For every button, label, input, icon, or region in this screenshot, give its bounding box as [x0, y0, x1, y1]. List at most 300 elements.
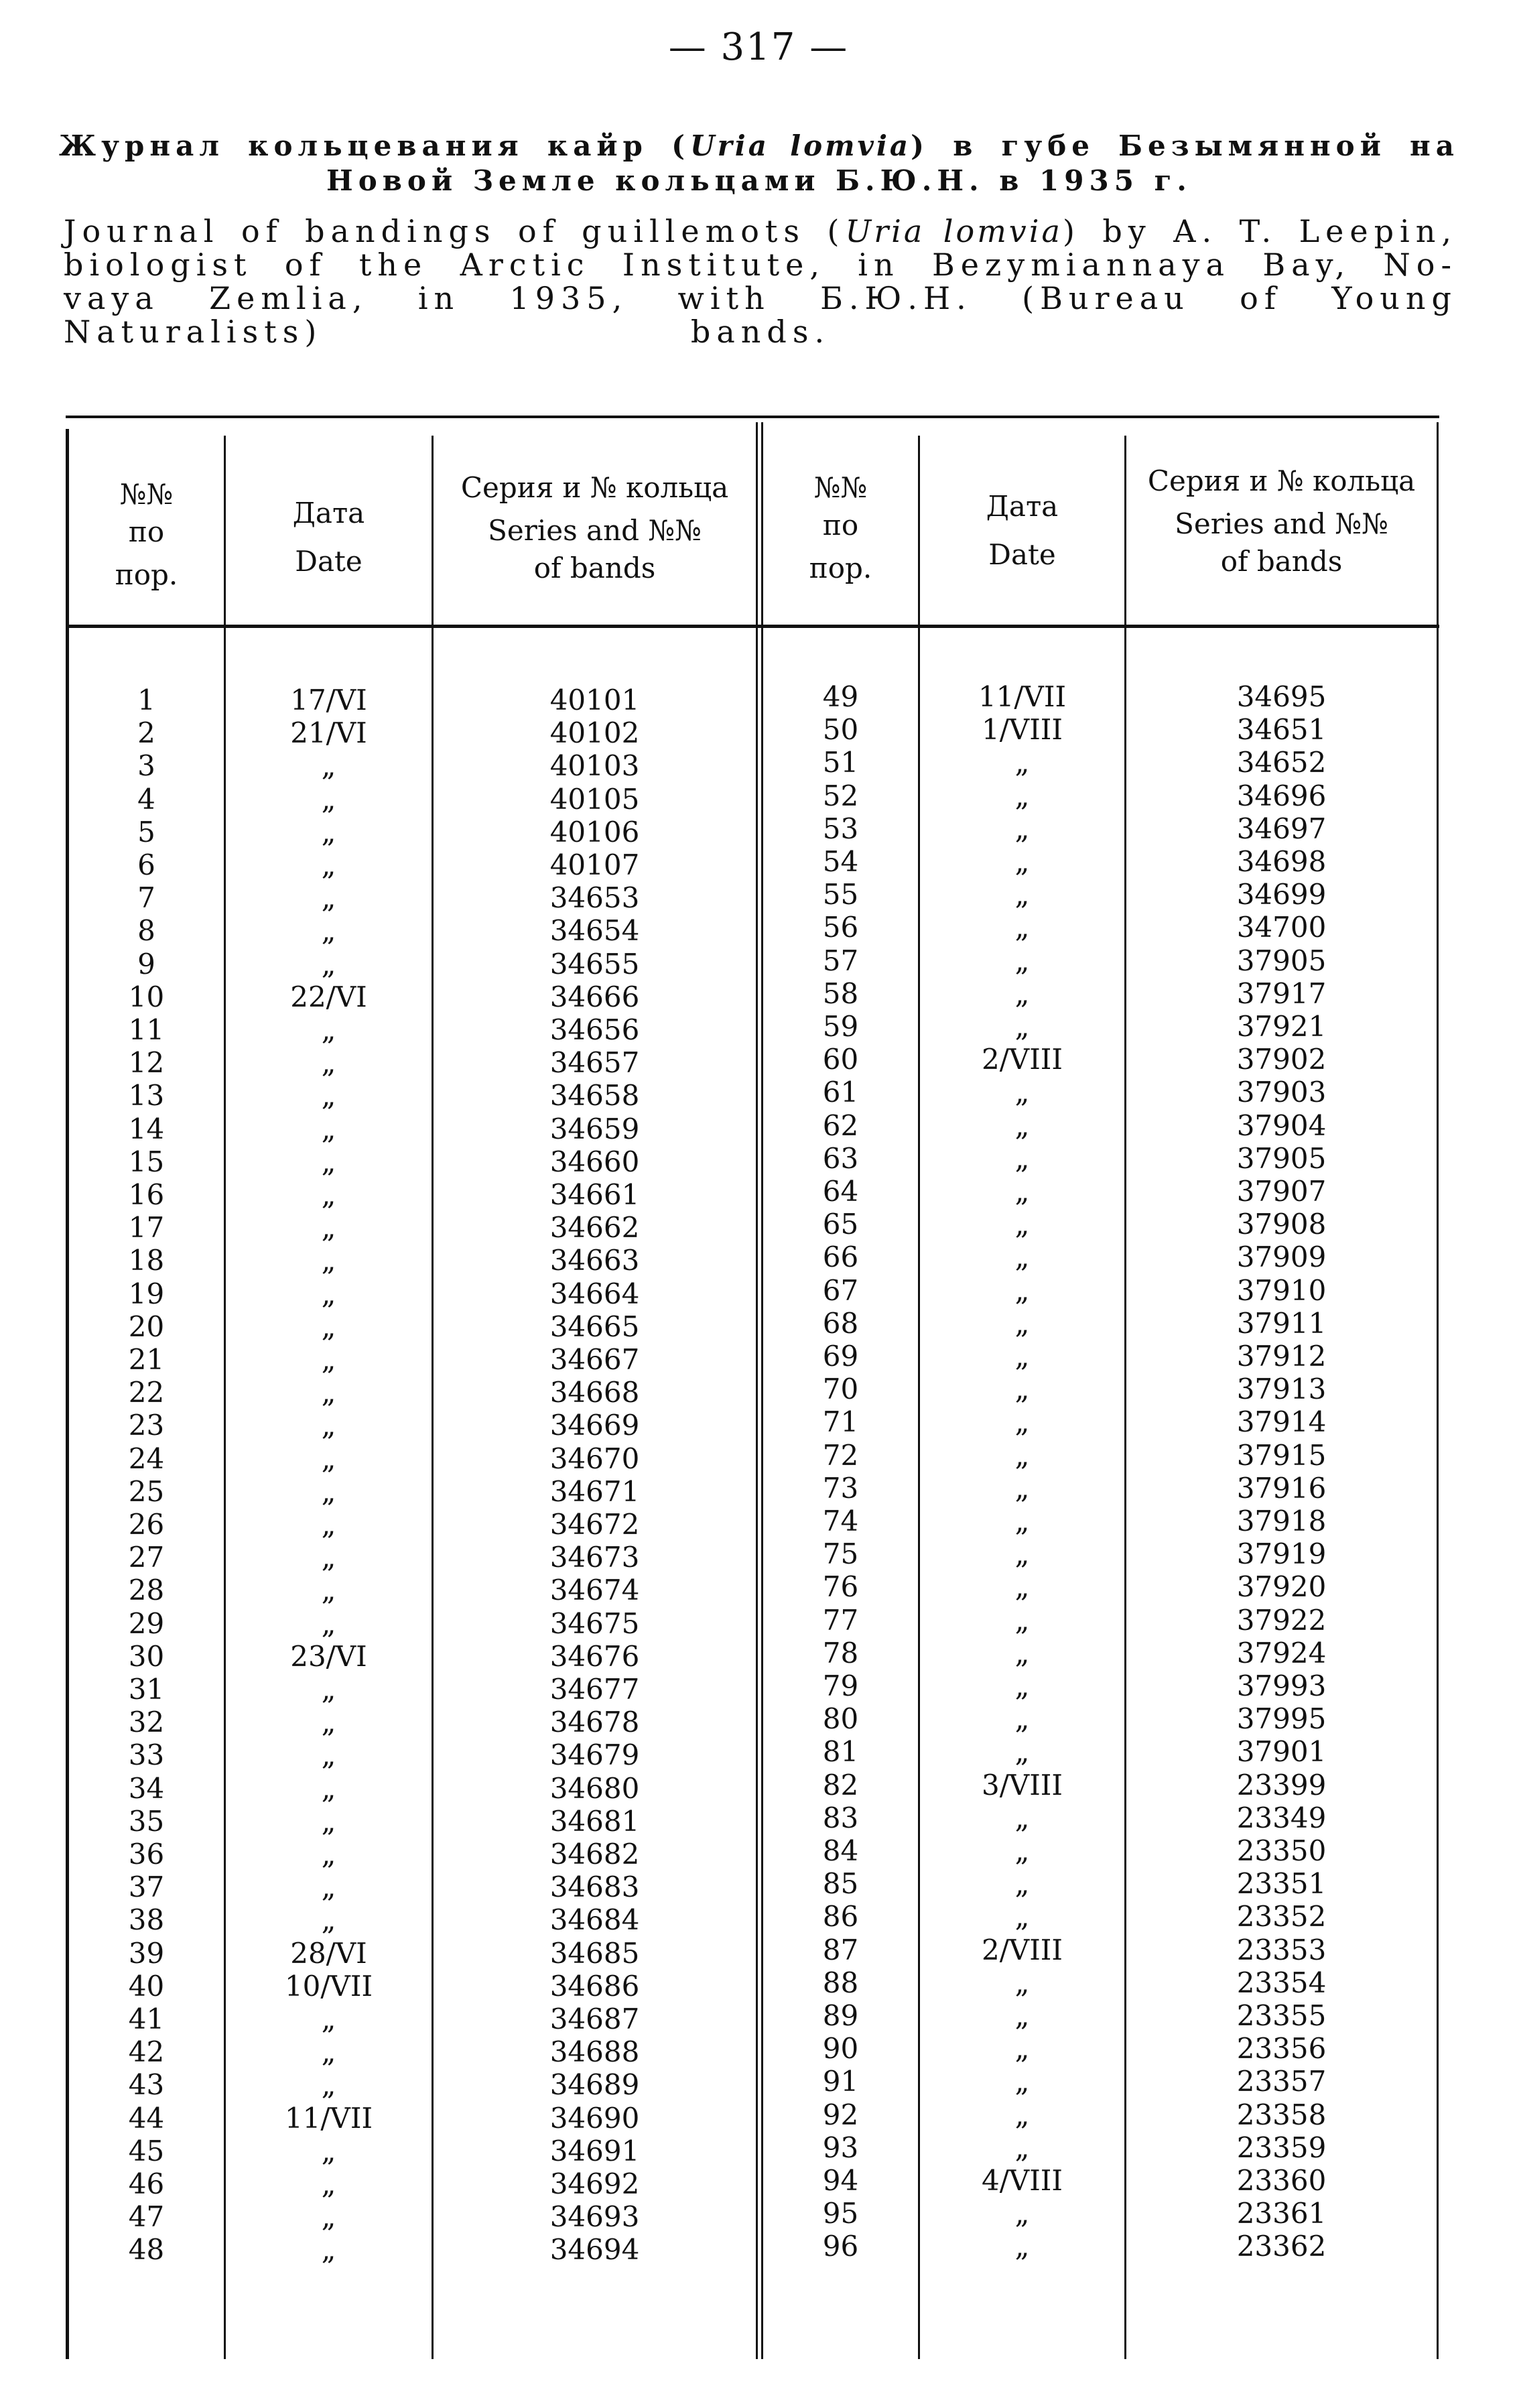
table-row	[66, 1013, 756, 1046]
row-number: 15	[128, 1145, 165, 1178]
row-number: 64	[822, 1175, 859, 1208]
row-band: 34670	[549, 1442, 640, 1475]
row-date: „	[1014, 2230, 1030, 2263]
row-date: „	[321, 1277, 336, 1310]
row-band: 23353	[1236, 1933, 1327, 1966]
table-row	[761, 1669, 1439, 1702]
row-date: „	[1014, 1999, 1030, 2032]
row-number: 12	[128, 1046, 165, 1080]
row-date: „	[1014, 944, 1030, 977]
row-number: 76	[822, 1570, 859, 1604]
row-band: 34696	[1236, 779, 1327, 812]
table-row	[761, 1274, 1439, 1307]
row-number: 40	[128, 1969, 165, 2003]
row-band: 34660	[549, 1145, 640, 1178]
row-date: „	[1014, 1241, 1030, 1274]
row-date: „	[321, 2167, 336, 2200]
table-row	[66, 2003, 756, 2035]
row-band: 34658	[549, 1079, 640, 1113]
row-number: 50	[822, 713, 859, 747]
row-date: „	[1014, 1373, 1030, 1406]
table-row	[761, 1373, 1439, 1405]
row-date: „	[1014, 1834, 1030, 1867]
title-en-line4: bands.	[690, 314, 831, 350]
table-row	[66, 1607, 756, 1640]
row-number: 5	[137, 815, 155, 848]
row-date: „	[1014, 746, 1030, 779]
header-series-ru: Серия и № кольца	[460, 471, 729, 504]
table-row	[761, 1637, 1439, 1669]
row-date: „	[321, 881, 336, 915]
table-row	[66, 684, 756, 716]
row-date: „	[1014, 1108, 1030, 1142]
table-row	[66, 1508, 756, 1541]
row-date: „	[321, 1606, 336, 1640]
table-row	[66, 1178, 756, 1211]
row-date: „	[321, 782, 336, 816]
header-date-en: Date	[988, 538, 1056, 571]
table-row	[66, 980, 756, 1013]
row-band: 37916	[1236, 1471, 1327, 1505]
table-top-rule	[66, 416, 1439, 418]
row-date: „	[1014, 976, 1030, 1010]
row-date: „	[321, 1738, 336, 1772]
row-number: 46	[128, 2167, 165, 2200]
row-date: „	[321, 2068, 336, 2102]
table-row	[66, 1475, 756, 1508]
row-band: 37901	[1236, 1735, 1327, 1769]
row-number: 17	[128, 1211, 165, 1245]
row-band: 34669	[549, 1409, 640, 1442]
row-date: 23/VI	[290, 1639, 367, 1673]
row-band: 34672	[549, 1508, 640, 1541]
row-number: 22	[128, 1376, 165, 1409]
row-band: 37922	[1236, 1603, 1327, 1637]
row-band: 34680	[549, 1771, 640, 1805]
header-date-en: Date	[295, 545, 362, 578]
table-row	[66, 816, 756, 848]
header-date-ru: Дата	[292, 497, 365, 529]
table-row	[66, 1343, 756, 1376]
row-number: 23	[128, 1409, 165, 1442]
table-row	[761, 1142, 1439, 1175]
row-band: 34665	[549, 1310, 640, 1343]
row-date: „	[321, 1310, 336, 1343]
table-row	[66, 2068, 756, 2101]
header-number-right	[763, 469, 918, 587]
row-band: 23357	[1236, 2065, 1327, 2098]
row-number: 84	[822, 1834, 859, 1867]
row-band: 34666	[549, 980, 640, 1013]
row-date: 1/VIII	[982, 713, 1063, 747]
row-number: 1	[137, 684, 155, 716]
row-number: 13	[128, 1079, 165, 1113]
row-date: „	[321, 1871, 336, 1904]
title-en-line2: biologist of the Arctic Institute, in Bezymiannaya Bay, No-	[64, 247, 1457, 283]
row-date: „	[1014, 1570, 1030, 1604]
table-row	[761, 1537, 1439, 1570]
table-row	[761, 911, 1439, 944]
header-date-right	[920, 483, 1124, 579]
row-number: 49	[822, 680, 859, 713]
row-number: 57	[822, 944, 859, 977]
row-date: „	[321, 2233, 336, 2267]
header-number-line3: пор.	[115, 558, 178, 591]
row-date: „	[321, 1343, 336, 1376]
row-date: „	[321, 1244, 336, 1277]
table-row	[66, 1376, 756, 1409]
row-band: 34700	[1236, 911, 1327, 944]
row-number: 31	[128, 1673, 165, 1706]
row-band: 23351	[1236, 1867, 1327, 1901]
row-band: 34674	[549, 1574, 640, 1607]
table-row	[761, 1010, 1439, 1043]
row-number: 52	[822, 779, 859, 812]
row-band: 34683	[549, 1871, 640, 1904]
row-band: 34662	[549, 1211, 640, 1245]
row-band: 34652	[1236, 746, 1327, 779]
row-number: 58	[822, 976, 859, 1010]
title-en-line3: vaya Zemlia, in 1935, with Б.Ю.Н. (Bureau of Young Naturalists)	[64, 280, 1457, 350]
table-row	[761, 1472, 1439, 1505]
table-row	[761, 2164, 1439, 2197]
row-date: „	[321, 2035, 336, 2069]
row-date: „	[321, 1046, 336, 1080]
table-row	[66, 1937, 756, 1970]
header-series-ru: Серия и № кольца	[1147, 464, 1416, 497]
row-date: 3/VIII	[982, 1768, 1063, 1801]
row-band: 34690	[549, 2101, 640, 2135]
row-date: „	[1014, 1208, 1030, 1241]
row-number: 93	[822, 2131, 859, 2164]
row-band: 37903	[1236, 1076, 1327, 1109]
row-band: 34655	[549, 947, 640, 980]
row-date: „	[321, 1541, 336, 1574]
row-band: 37905	[1236, 944, 1327, 977]
col-divider-3a	[756, 422, 758, 2359]
row-number: 35	[128, 1804, 165, 1838]
row-number: 45	[128, 2134, 165, 2167]
header-series-en2: of bands	[1220, 545, 1343, 578]
row-date: „	[1014, 1438, 1030, 1472]
row-band: 23356	[1236, 2032, 1327, 2066]
row-band: 37917	[1236, 976, 1327, 1010]
row-date: „	[321, 749, 336, 783]
row-band: 37921	[1236, 1010, 1327, 1043]
row-band: 34698	[1236, 845, 1327, 878]
table-row	[66, 716, 756, 749]
row-number: 8	[137, 914, 155, 948]
row-date: 4/VIII	[982, 2164, 1063, 2197]
table-header-rule	[66, 625, 1439, 628]
row-band: 34689	[549, 2068, 640, 2102]
row-band: 40103	[549, 749, 640, 783]
row-date: 2/VIII	[982, 1933, 1063, 1966]
table-row	[761, 1109, 1439, 1142]
row-band: 37910	[1236, 1273, 1327, 1307]
row-number: 48	[128, 2233, 165, 2267]
row-band: 37915	[1236, 1438, 1327, 1472]
row-date: „	[321, 1376, 336, 1409]
table-row	[66, 1640, 756, 1673]
row-number: 96	[822, 2230, 859, 2263]
title-en-line1	[64, 214, 1457, 248]
title-en-line1-a: Journal of bandings of guillemots (	[64, 213, 846, 249]
row-band: 34653	[549, 881, 640, 915]
header-number-line2: по	[128, 515, 165, 548]
row-band: 34657	[549, 1046, 640, 1080]
row-band: 34679	[549, 1738, 640, 1772]
table-row	[66, 848, 756, 881]
row-date: „	[1014, 1010, 1030, 1043]
row-band: 34697	[1236, 812, 1327, 845]
title-ru-line1-a: Журнал кольцевания кайр (	[59, 129, 691, 162]
row-band: 40107	[549, 848, 640, 881]
title-ru-species: Uria lomvia	[690, 129, 911, 162]
row-number: 56	[822, 911, 859, 944]
table-row	[66, 1409, 756, 1442]
row-number: 79	[822, 1669, 859, 1702]
row-band: 40106	[549, 815, 640, 848]
row-date: „	[321, 1112, 336, 1145]
table-row	[66, 1903, 756, 1936]
row-band: 23355	[1236, 1999, 1327, 2032]
table-row	[761, 2032, 1439, 2065]
row-date: 28/VI	[290, 1936, 367, 1970]
row-number: 81	[822, 1735, 859, 1769]
header-date-ru: Дата	[986, 490, 1059, 523]
row-number: 67	[822, 1273, 859, 1307]
table-row	[66, 1574, 756, 1606]
row-date: „	[1014, 1867, 1030, 1901]
row-band: 34676	[549, 1639, 640, 1673]
header-series-en1: Series and №№	[1175, 507, 1388, 540]
table-row	[761, 2131, 1439, 2164]
row-band: 34664	[549, 1277, 640, 1310]
table-row	[66, 2200, 756, 2233]
row-date: „	[321, 914, 336, 948]
row-date: „	[1014, 812, 1030, 845]
table-body-right	[761, 680, 1439, 2289]
table-row	[66, 2102, 756, 2135]
row-band: 23354	[1236, 1966, 1327, 1999]
row-date: „	[1014, 1273, 1030, 1307]
row-band: 37905	[1236, 1141, 1327, 1175]
row-date: „	[321, 1673, 336, 1706]
row-band: 40101	[549, 684, 640, 716]
row-band: 34651	[1236, 713, 1327, 747]
row-band: 34678	[549, 1706, 640, 1739]
table-row	[761, 1702, 1439, 1735]
row-date: „	[321, 2200, 336, 2234]
row-band: 34686	[549, 1969, 640, 2003]
row-date: 11/VII	[284, 2101, 373, 2135]
table-row	[66, 749, 756, 782]
table-row	[761, 944, 1439, 977]
row-band: 23350	[1236, 1834, 1327, 1867]
row-number: 34	[128, 1771, 165, 1805]
row-date: 11/VII	[978, 680, 1067, 713]
table-row	[66, 914, 756, 947]
row-date: „	[321, 815, 336, 848]
row-band: 34677	[549, 1673, 640, 1706]
table-row	[66, 1805, 756, 1838]
table-row	[761, 845, 1439, 878]
row-number: 27	[128, 1541, 165, 1574]
table-row	[66, 1673, 756, 1706]
row-band: 37902	[1236, 1043, 1327, 1076]
table-row	[761, 1769, 1439, 1801]
row-date: „	[1014, 1735, 1030, 1769]
row-number: 92	[822, 2098, 859, 2131]
row-number: 28	[128, 1574, 165, 1607]
table-row	[66, 2035, 756, 2068]
row-date: 10/VII	[284, 1969, 373, 2003]
row-number: 71	[822, 1405, 859, 1439]
row-band: 23349	[1236, 1801, 1327, 1834]
title-ru-line2: Новой Земле кольцами Б.Ю.Н. в 1935 г.	[326, 164, 1192, 197]
row-number: 24	[128, 1442, 165, 1475]
row-date: „	[321, 1903, 336, 1937]
row-band: 37909	[1236, 1241, 1327, 1274]
row-number: 9	[137, 947, 155, 980]
table-row	[761, 1735, 1439, 1768]
header-series-en2: of bands	[533, 552, 656, 584]
row-date: „	[1014, 1636, 1030, 1669]
row-date: „	[1014, 1340, 1030, 1373]
header-date-left	[226, 489, 432, 586]
title-ru-line1-b: ) в губе Безымянной на	[911, 129, 1460, 162]
row-number: 2	[137, 716, 155, 750]
row-number: 61	[822, 1076, 859, 1109]
row-date: „	[321, 1145, 336, 1178]
row-number: 55	[822, 878, 859, 911]
table-row	[66, 1310, 756, 1343]
row-number: 74	[822, 1505, 859, 1537]
row-date: „	[1014, 1505, 1030, 1537]
table-row	[761, 779, 1439, 812]
row-number: 65	[822, 1208, 859, 1241]
row-date: „	[321, 2003, 336, 2035]
table-row	[66, 1277, 756, 1310]
table-row	[66, 1442, 756, 1475]
row-band: 34693	[549, 2200, 640, 2234]
row-number: 3	[137, 749, 155, 783]
row-band: 34659	[549, 1112, 640, 1145]
header-number-line3: пор.	[809, 552, 872, 584]
row-number: 41	[128, 2003, 165, 2035]
row-band: 23358	[1236, 2098, 1327, 2131]
row-number: 42	[128, 2035, 165, 2069]
row-date: „	[1014, 779, 1030, 812]
row-number: 75	[822, 1537, 859, 1571]
row-band: 34681	[549, 1804, 640, 1838]
table-row	[66, 2135, 756, 2167]
row-band: 34668	[549, 1376, 640, 1409]
row-number: 60	[822, 1043, 859, 1076]
row-number: 80	[822, 1702, 859, 1736]
row-number: 70	[822, 1373, 859, 1406]
row-number: 66	[822, 1241, 859, 1274]
row-band: 40105	[549, 782, 640, 816]
table-row	[761, 2197, 1439, 2230]
row-date: „	[1014, 1076, 1030, 1109]
header-series-right	[1126, 462, 1437, 580]
row-date: „	[1014, 2098, 1030, 2131]
table-row	[761, 1934, 1439, 1966]
table-row	[761, 1900, 1439, 1933]
table-row	[66, 1838, 756, 1871]
row-number: 95	[822, 2197, 859, 2230]
row-number: 33	[128, 1738, 165, 1772]
row-number: 43	[128, 2068, 165, 2102]
row-date: „	[321, 1706, 336, 1739]
row-number: 90	[822, 2032, 859, 2066]
row-number: 37	[128, 1871, 165, 1904]
table-row	[761, 1340, 1439, 1373]
table-row	[761, 1570, 1439, 1603]
row-band: 37924	[1236, 1636, 1327, 1669]
row-number: 6	[137, 848, 155, 881]
table-row	[761, 1834, 1439, 1867]
row-number: 63	[822, 1141, 859, 1175]
table-row	[66, 1145, 756, 1178]
row-band: 34685	[549, 1936, 640, 1970]
table-row	[66, 1738, 756, 1771]
row-band: 23399	[1236, 1768, 1327, 1801]
row-number: 59	[822, 1010, 859, 1043]
row-date: „	[321, 1804, 336, 1838]
row-number: 69	[822, 1340, 859, 1373]
row-date: „	[321, 1211, 336, 1245]
row-date: „	[1014, 2197, 1030, 2230]
row-date: 21/VI	[290, 716, 367, 750]
row-date: „	[1014, 2065, 1030, 2098]
table-row	[761, 1175, 1439, 1208]
row-date: „	[321, 1574, 336, 1607]
row-date: „	[321, 1771, 336, 1805]
row-number: 11	[128, 1013, 165, 1046]
row-number: 29	[128, 1606, 165, 1640]
row-date: „	[1014, 845, 1030, 878]
row-date: „	[1014, 1471, 1030, 1505]
row-number: 44	[128, 2101, 165, 2135]
row-date: „	[321, 848, 336, 881]
title-en-line1-b: ) by A. T. Leepin,	[1062, 213, 1457, 249]
table-row	[66, 2167, 756, 2200]
row-number: 51	[822, 746, 859, 779]
row-number: 88	[822, 1966, 859, 1999]
row-date: „	[1014, 2131, 1030, 2164]
table-row	[761, 680, 1439, 713]
title-en-species: Uria lomvia	[845, 213, 1063, 249]
table-row	[761, 1076, 1439, 1108]
row-number: 77	[822, 1603, 859, 1637]
header-series-left	[434, 469, 756, 587]
row-band: 34691	[549, 2134, 640, 2167]
row-band: 37913	[1236, 1373, 1327, 1406]
row-number: 85	[822, 1867, 859, 1901]
table-row	[66, 783, 756, 816]
banding-table	[66, 416, 1439, 2359]
table-row	[761, 1043, 1439, 1076]
title-ru-line1	[59, 129, 1459, 164]
row-band: 34663	[549, 1244, 640, 1277]
row-number: 14	[128, 1112, 165, 1145]
row-date: „	[321, 1474, 336, 1508]
row-number: 94	[822, 2164, 859, 2197]
row-band: 34692	[549, 2167, 640, 2200]
